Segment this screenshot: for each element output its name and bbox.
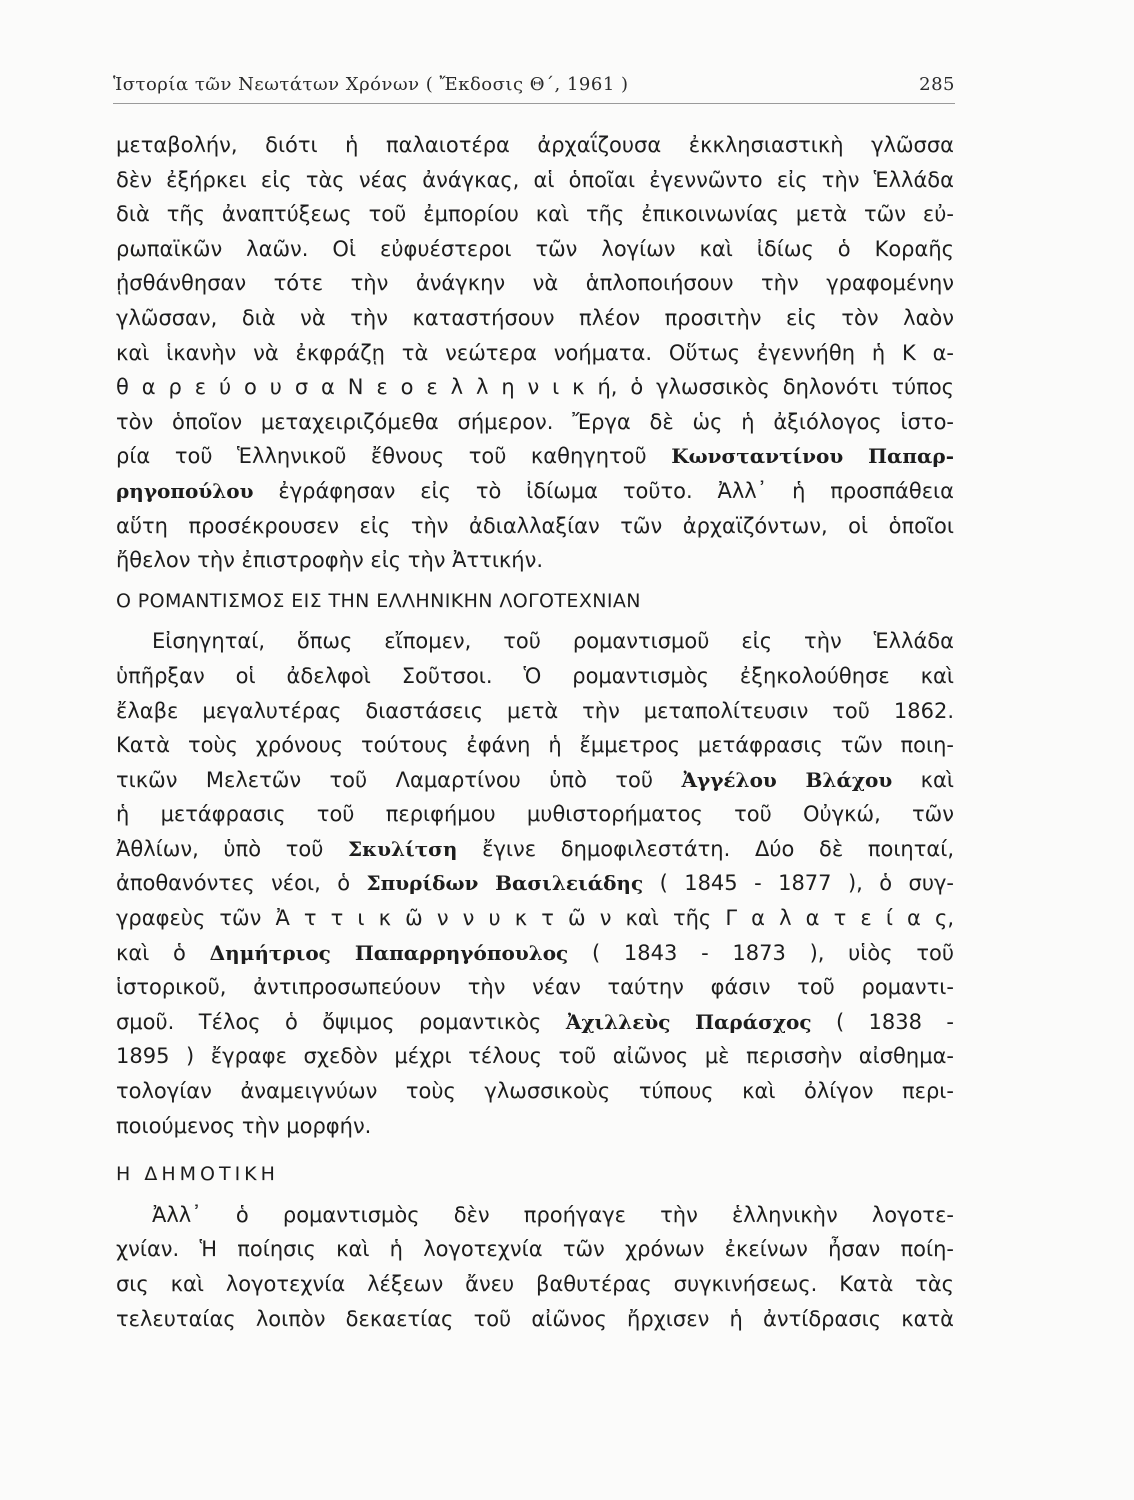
text-run: ( 1838 - (835, 1009, 954, 1034)
text-line: διὰ τῆς ἀναπτύξεως τοῦ ἐμπορίου καὶ τῆς ἐπικοινωνίας μετὰ τῶν εὐ- (116, 202, 954, 227)
text-run: καὶ (920, 767, 954, 792)
text-line (116, 474, 954, 509)
bold-name-vasileiadis: Σπυρίδων Βασιλειάδης (366, 871, 644, 896)
text-line: ποιούμενος τὴν μορφήν. (116, 1113, 372, 1138)
body-text (116, 128, 954, 1336)
paragraph-dimotiki (116, 1198, 954, 1336)
text-line: ἱστορικοῦ, ἀντιπροσωπεύουν τὴν νέαν ταύτην φάσιν τοῦ ρομαντι- (116, 975, 954, 1000)
text-line: τολογίαν ἀναμειγνύων τοὺς γλωσσικοὺς τύπους καὶ ὀλίγον περι- (116, 1079, 954, 1104)
bold-name-paparrigopoulos-cont: ρηγοπούλου (116, 478, 254, 503)
text-line: ᾐσθάνθησαν τότε τὴν ἀνάγκην νὰ ἁπλοποιήσουν τὴν γραφομένην (116, 271, 954, 296)
text-line (116, 439, 954, 474)
text-line: καὶ ἱκανὴν νὰ ἐκφράζῃ τὰ νεώτερα νοήματα. Οὕτως ἐγεννήθη ἡ Κ α- (116, 340, 954, 365)
text-line (116, 1005, 954, 1040)
header-divider (113, 103, 955, 104)
text-line: ἤθελον τὴν ἐπιστροφὴν εἰς τὴν Ἀττικήν. (116, 548, 544, 573)
text-run: ἐγράφησαν εἰς τὸ ἰδίωμα τοῦτο. Ἀλλ᾽ ἡ προσπάθεια (278, 478, 954, 503)
text-line: γλῶσσαν, διὰ νὰ τὴν καταστήσουν πλέον προσιτὴν εἰς τὸν λαὸν (116, 305, 954, 330)
text-line: μεταβολήν, διότι ἡ παλαιοτέρα ἀρχαΐζουσα ἐκκλησιαστικὴ γλῶσσα (116, 133, 954, 157)
text-line (116, 866, 954, 901)
section-heading-dimotiki: Η ΔΗΜΟΤΙΚΗ (116, 1163, 279, 1186)
text-run: Ἀθλίων, ὑπὸ τοῦ (116, 836, 324, 861)
text-line (116, 832, 954, 867)
text-line: χνίαν. Ἡ ποίησις καὶ ἡ λογοτεχνία τῶν χρόνων ἐκείνων ἦσαν ποίη- (116, 1237, 954, 1262)
text-line: ὑπῆρξαν οἱ ἀδελφοὶ Σοῦτσοι. Ὁ ρομαντισμὸς ἐξηκολούθησε καὶ (116, 663, 954, 688)
text-line: αὕτη προσέκρουσεν εἰς τὴν ἀδιαλλαξίαν τῶν ἀρχαϊζόντων, οἱ ὁποῖοι (116, 513, 954, 538)
text-line: σις καὶ λογοτεχνία λέξεων ἄνευ βαθυτέρας συγκινήσεως. Κατὰ τὰς (116, 1272, 954, 1296)
bold-name-paparrigopoulos: Κωνσταντίνου Παπαρ- (671, 444, 954, 469)
running-head (113, 66, 955, 106)
text-run: ἔγινε δημοφιλεστάτη. Δύο δὲ ποιηταί, (482, 836, 955, 861)
text-line: θ α ρ ε ύ ο υ σ α Ν ε ο ε λ λ η ν ι κ ή, ὁ γλωσσικὸς δηλονότι τύπος (116, 375, 954, 400)
text-line: τὸν ὁποῖον μεταχειριζόμεθα σήμερον. Ἔργα δὲ ὡς ἡ ἀξιόλογος ἱστο- (116, 409, 954, 434)
text-line: Ἀλλ᾽ ὁ ρομαντισμὸς δὲν προήγαγε τὴν ἑλληνικὴν λογοτε- (152, 1202, 954, 1227)
text-run: σμοῦ. Τέλος ὁ ὄψιμος ρομαντικὸς (116, 1009, 542, 1034)
paragraph-romanticism (116, 624, 954, 1143)
bold-name-paraschos: Ἀχιλλεὺς Παράσχος (565, 1009, 812, 1034)
text-line: ἔλαβε μεγαλυτέρας διαστάσεις μετὰ τὴν μεταπολίτευσιν τοῦ 1862. (116, 698, 954, 723)
text-line (116, 763, 954, 798)
bold-name-d-paparrigopoulos: Δημήτριος Παπαρρηγόπουλος (209, 940, 569, 965)
text-line: γραφεὺς τῶν Ἀ τ τ ι κ ῶ ν ν υ κ τ ῶ ν καὶ τῆς Γ α λ α τ ε ί α ς, (116, 906, 954, 931)
text-line: δὲν ἐξήρκει εἰς τὰς νέας ἀνάγκας, αἱ ὁποῖαι ἐγεννῶντο εἰς τὴν Ἑλλάδα (116, 167, 954, 192)
paragraph-intro (116, 128, 954, 578)
text-run: καὶ ὁ (116, 940, 186, 965)
text-run: ἀποθανόντες νέοι, ὁ (116, 871, 351, 896)
bold-name-skylitsis: Σκυλίτση (348, 836, 458, 861)
text-run: ( 1845 - 1877 ), ὁ συγ- (659, 871, 954, 896)
text-line: Εἰσηγηταί, ὅπως εἴπομεν, τοῦ ρομαντισμοῦ εἰς τὴν Ἑλλάδα (152, 629, 954, 654)
text-run: ρία τοῦ Ἑλληνικοῦ ἔθνους τοῦ καθηγητοῦ (116, 444, 647, 469)
text-line: 1895 ) ἔγραφε σχεδὸν μέχρι τέλους τοῦ αἰῶνος μὲ περισσὴν αἰσθημα- (116, 1044, 954, 1069)
text-line: ἡ μετάφρασις τοῦ περιφήμου μυθιστορήματος τοῦ Οὐγκώ, τῶν (116, 802, 954, 827)
text-line: τελευταίας λοιπὸν δεκαετίας τοῦ αἰῶνος ἤρχισεν ἡ ἀντίδρασις κατὰ (116, 1306, 954, 1331)
text-run: τικῶν Μελετῶν τοῦ Λαμαρτίνου ὑπὸ τοῦ (116, 767, 654, 792)
text-line: ρωπαϊκῶν λαῶν. Οἱ εὐφυέστεροι τῶν λογίων καὶ ἰδίως ὁ Κοραῆς (116, 236, 954, 261)
text-run: ( 1843 - 1873 ), υἱὸς τοῦ (591, 940, 954, 965)
section-heading-romanticism: Ο ΡΟΜΑΝΤΙΣΜΟΣ ΕΙΣ ΤΗΝ ΕΛΛΗΝΙΚΗΝ ΛΟΓΟΤΕΧΝΙΑΝ (116, 589, 641, 612)
bold-name-vlachos: Ἀγγέλου Βλάχου (681, 767, 893, 792)
text-line (116, 936, 954, 971)
page-number: 285 (919, 74, 955, 95)
text-line: Κατὰ τοὺς χρόνους τούτους ἐφάνη ἡ ἔμμετρος μετάφρασις τῶν ποιη- (116, 733, 954, 758)
running-head-title: Ἱστορία τῶν Νεωτάτων Χρόνων ( Ἔκδοσις Θ΄, 1961 ) (113, 74, 629, 95)
